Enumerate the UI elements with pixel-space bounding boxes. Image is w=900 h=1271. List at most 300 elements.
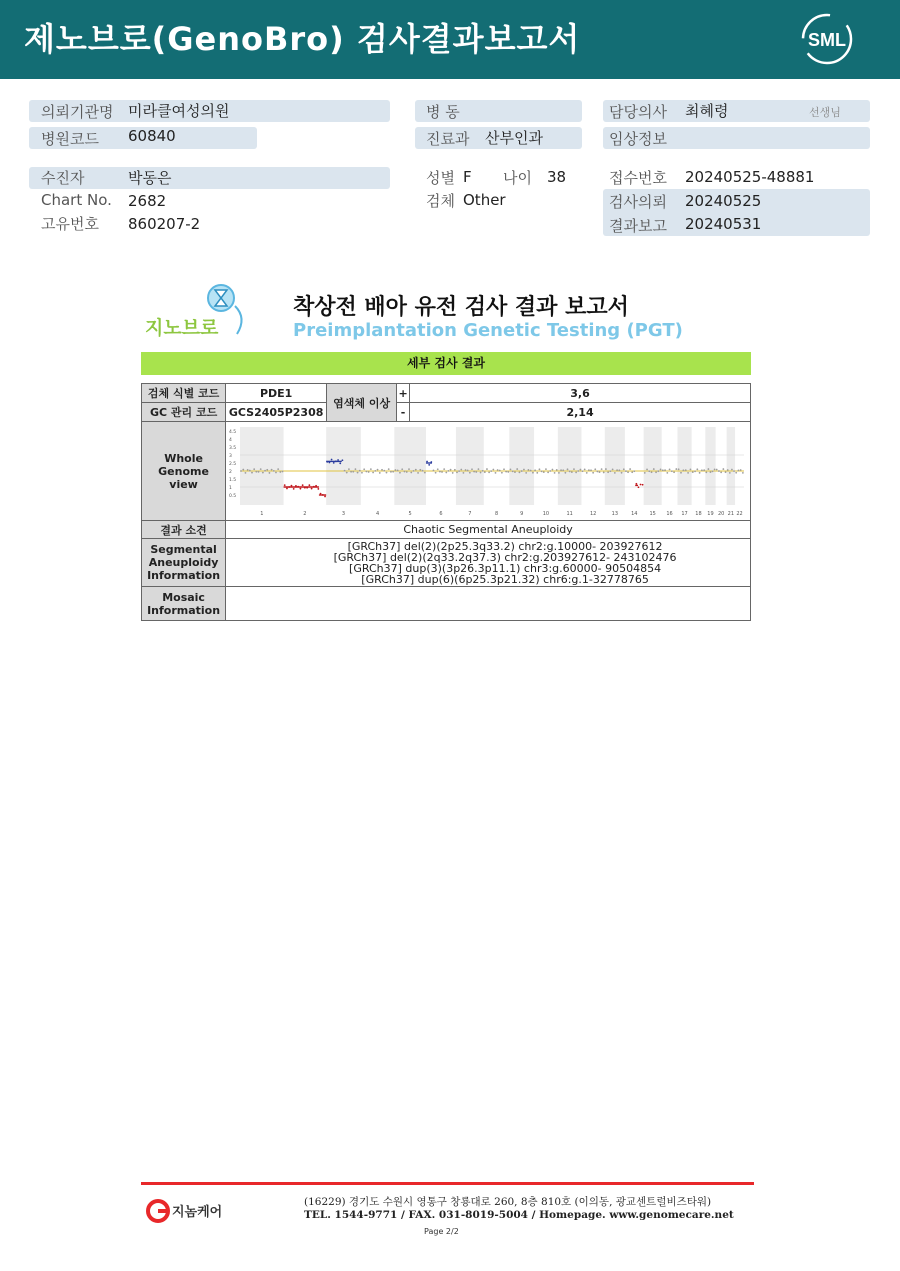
ward-label: 병 동 [426, 103, 460, 121]
signal-point [342, 459, 344, 461]
signal-point [282, 470, 284, 472]
signal-point [621, 471, 623, 473]
signal-point [333, 461, 335, 463]
signal-point [733, 470, 735, 472]
signal-point [446, 471, 448, 473]
signal-point [565, 471, 567, 473]
signal-point [690, 468, 692, 470]
signal-point [532, 471, 534, 473]
signal-point [578, 470, 580, 472]
unique-id-value: 860207-2 [128, 215, 201, 233]
signal-point [249, 469, 251, 471]
signal-point [253, 468, 255, 470]
signal-point [521, 470, 523, 472]
signal-point [377, 468, 379, 470]
signal-point [660, 468, 662, 470]
dept-value: 산부인과 [485, 129, 543, 147]
y-tick-label: 1.5 [229, 477, 237, 483]
signal-point [597, 470, 599, 472]
signal-point [352, 470, 354, 472]
signal-point [573, 468, 575, 470]
signal-point [484, 471, 486, 473]
x-tick-label: 21 [727, 510, 735, 517]
signal-point [450, 468, 452, 470]
signal-point [653, 468, 655, 470]
signal-point [582, 470, 584, 472]
segmental-line: [GRCh37] dup(3)(3p26.3p11.1) chr3:g.60000- 90504854 [349, 561, 662, 575]
signal-point [302, 484, 304, 486]
signal-point [673, 471, 675, 473]
patient-label: 수진자 [41, 169, 85, 187]
signal-point [706, 471, 708, 473]
segmental-line: [GRCh37] del(2)(2q33.2q37.3) chr2:g.203927612- 243102476 [333, 550, 677, 564]
signal-point [634, 470, 636, 472]
whole-genome-label: Whole Genome view [142, 422, 226, 521]
signal-point [441, 471, 443, 473]
chromosome-band [394, 427, 426, 505]
chromosome-band [727, 427, 735, 505]
signal-point [642, 483, 644, 485]
signal-point [612, 468, 614, 470]
signal-point [607, 471, 609, 473]
chart-no-value: 2682 [128, 192, 167, 210]
y-tick-label: 0.5 [229, 493, 237, 499]
signal-point [359, 469, 361, 471]
signal-point [692, 471, 694, 473]
x-tick-label: 11 [566, 510, 573, 517]
signal-point [264, 469, 266, 471]
whole-genome-cell [226, 422, 751, 521]
signal-point [417, 472, 419, 474]
signal-point [680, 471, 682, 473]
chromosome-band [240, 427, 284, 505]
signal-point [514, 471, 516, 473]
signal-point [488, 471, 490, 473]
signal-point [601, 468, 603, 470]
sex-value: F [463, 168, 472, 186]
signal-point [646, 468, 648, 470]
signal-point [368, 471, 370, 473]
signal-point [697, 468, 699, 470]
chart-no-label: Chart No. [41, 191, 112, 209]
x-tick-label: 8 [495, 510, 499, 517]
report-value: 20240531 [685, 215, 762, 233]
plus-sign: + [397, 384, 410, 403]
signal-point [363, 468, 365, 470]
signal-point [277, 468, 279, 470]
signal-point [324, 495, 326, 497]
signal-point [550, 470, 552, 472]
signal-point [510, 468, 512, 470]
x-tick-label: 22 [736, 510, 743, 517]
signal-point [469, 471, 471, 473]
signal-point [723, 468, 725, 470]
results-table [141, 383, 751, 621]
x-tick-label: 10 [542, 510, 550, 517]
signal-point [486, 468, 488, 470]
signal-point [256, 470, 258, 472]
specimen-code-label: 검체 식별 코드 [142, 384, 226, 403]
signal-point [740, 469, 742, 471]
genobro-logo-text: 지노브로 [145, 317, 219, 339]
signal-point [467, 469, 469, 471]
signal-point [473, 470, 475, 472]
signal-point [738, 469, 740, 471]
signal-point [703, 469, 705, 471]
signal-point [676, 468, 678, 470]
receipt-label: 접수번호 [609, 169, 667, 187]
clinical-label: 임상정보 [609, 130, 667, 148]
signal-point [603, 471, 605, 473]
patient-value: 박동은 [128, 169, 172, 187]
signal-point [528, 469, 530, 471]
y-tick-label: 4 [229, 437, 233, 443]
signal-point [266, 468, 268, 470]
signal-point [575, 471, 577, 473]
signal-point [501, 471, 503, 473]
signal-point [687, 471, 689, 473]
signal-point [404, 470, 406, 472]
signal-point [712, 470, 714, 472]
signal-point [490, 470, 492, 472]
signal-point [558, 471, 560, 473]
signal-point [350, 470, 352, 472]
signal-point [694, 470, 696, 472]
specimen-value: Other [463, 191, 506, 209]
signal-point [525, 471, 527, 473]
x-tick-label: 20 [718, 510, 725, 517]
gc-code-value: GCS2405P2308 [226, 403, 327, 422]
signal-point [508, 471, 510, 473]
signal-point [390, 470, 392, 472]
signal-point [433, 469, 435, 471]
signal-point [594, 468, 596, 470]
footer-divider [141, 1182, 754, 1185]
x-tick-label: 6 [439, 510, 443, 517]
signal-point [731, 468, 733, 470]
age-value: 38 [547, 168, 567, 186]
mosaic-value [226, 587, 751, 621]
signal-point [493, 468, 495, 470]
signal-point [651, 471, 653, 473]
signal-point [725, 471, 727, 473]
signal-point [448, 469, 450, 471]
signal-point [562, 469, 564, 471]
request-value: 20240525 [685, 192, 762, 210]
signal-point [592, 471, 594, 473]
signal-point [366, 470, 368, 472]
section-title: 세부 검사 결과 [141, 352, 751, 375]
signal-point [420, 468, 422, 470]
signal-point [720, 471, 722, 473]
signal-point [503, 468, 505, 470]
signal-point [554, 472, 556, 474]
signal-point [599, 471, 601, 473]
segmental-info [226, 539, 751, 587]
signal-point [408, 468, 410, 470]
signal-point [567, 468, 569, 470]
signal-point [727, 469, 729, 471]
segmental-line: [GRCh37] del(2)(2p25.3q33.2) chr2:g.10000- 203927612 [347, 539, 663, 553]
signal-point [614, 471, 616, 473]
x-tick-label: 7 [468, 510, 472, 517]
chromosome-band [456, 427, 484, 505]
signal-point [258, 470, 260, 472]
doctor-suffix: 선생님 [809, 106, 841, 119]
x-tick-label: 14 [631, 510, 638, 517]
signal-point [625, 470, 627, 472]
signal-point [247, 468, 249, 470]
x-tick-label: 17 [681, 510, 688, 517]
signal-point [383, 469, 385, 471]
x-tick-label: 16 [666, 510, 673, 517]
signal-point [714, 468, 716, 470]
signal-point [435, 471, 437, 473]
report-label: 결과보고 [609, 217, 667, 235]
signal-point [616, 469, 618, 471]
signal-point [605, 468, 607, 470]
signal-point [658, 470, 660, 472]
report-title-en: Preimplantation Genetic Testing (PGT) [293, 320, 683, 341]
signal-point [480, 471, 482, 473]
hospital-code-label: 병원코드 [41, 130, 99, 148]
y-tick-label: 3.5 [229, 445, 237, 451]
signal-point [240, 470, 242, 472]
segmental-label: Segmental Aneuploidy Information [142, 539, 226, 587]
signal-point [401, 468, 403, 470]
whole-genome-chart [226, 423, 748, 520]
signal-point [428, 463, 430, 465]
signal-point [662, 469, 664, 471]
x-tick-label: 15 [649, 510, 657, 517]
signal-point [397, 469, 399, 471]
signal-point [584, 468, 586, 470]
signal-point [478, 468, 480, 470]
signal-point [497, 469, 499, 471]
signal-point [523, 468, 525, 470]
signal-point [426, 460, 428, 462]
chromosome-band [705, 427, 715, 505]
signal-point [395, 469, 397, 471]
signal-point [716, 468, 718, 470]
chromosome-band [558, 427, 582, 505]
signal-point [422, 469, 424, 471]
doctor-value: 최혜령 [685, 102, 729, 120]
signal-point [443, 468, 445, 470]
signal-point [458, 470, 460, 472]
x-tick-label: 1 [260, 510, 264, 517]
sex-label: 성별 [426, 169, 455, 187]
signal-point [571, 471, 573, 473]
signal-point [293, 488, 295, 490]
signal-point [388, 468, 390, 470]
signal-point [392, 470, 394, 472]
signal-point [545, 468, 547, 470]
signal-point [543, 471, 545, 473]
signal-point [309, 484, 311, 486]
signal-point [411, 471, 413, 473]
signal-point [439, 470, 441, 472]
signal-point [381, 468, 383, 470]
gc-code-label: GC 관리 코드 [142, 403, 226, 422]
x-tick-label: 2 [303, 510, 307, 517]
receipt-value: 20240525-48881 [685, 168, 815, 186]
genobro-logo [143, 282, 253, 342]
signal-point [623, 468, 625, 470]
signal-point [271, 468, 273, 470]
signal-point [337, 459, 339, 461]
signal-point [552, 468, 554, 470]
signal-point [610, 470, 612, 472]
x-tick-label: 3 [342, 510, 346, 517]
result-value: Chaotic Segmental Aneuploidy [226, 521, 751, 539]
x-tick-label: 4 [376, 510, 380, 517]
signal-point [463, 471, 465, 473]
signal-point [260, 468, 262, 470]
signal-point [331, 458, 333, 460]
signal-point [318, 488, 320, 490]
signal-point [718, 470, 720, 472]
signal-point [386, 471, 388, 473]
signal-point [649, 470, 651, 472]
signal-point [519, 471, 521, 473]
signal-point [424, 471, 426, 473]
signal-point [735, 471, 737, 473]
signal-point [636, 482, 638, 484]
signal-point [291, 484, 293, 486]
signal-point [588, 469, 590, 471]
signal-point [619, 469, 621, 471]
institution-label: 의뢰기관명 [41, 103, 114, 121]
report-title-kr: 착상전 배아 유전 검사 결과 보고서 [293, 295, 629, 320]
signal-point [482, 469, 484, 471]
signal-point [361, 471, 363, 473]
signal-point [685, 469, 687, 471]
signal-point [357, 471, 359, 473]
signal-point [516, 468, 518, 470]
chrom-abn-label: 염색체 이상 [327, 384, 397, 422]
signal-point [456, 471, 458, 473]
signal-point [243, 468, 245, 470]
specimen-code-value: PDE1 [226, 384, 327, 403]
signal-point [284, 484, 286, 486]
signal-point [569, 470, 571, 472]
signal-point [465, 469, 467, 471]
signal-point [580, 468, 582, 470]
signal-point [560, 469, 562, 471]
sml-logo-text: SML [808, 30, 846, 50]
signal-point [710, 471, 712, 473]
signal-point [640, 483, 642, 485]
signal-point [708, 468, 710, 470]
signal-point [454, 468, 456, 470]
signal-point [495, 471, 497, 473]
signal-point [348, 468, 350, 470]
doctor-label: 담당의사 [609, 103, 667, 121]
x-tick-label: 18 [695, 510, 702, 517]
page-number: Page 2/2 [424, 1227, 459, 1236]
signal-point [586, 471, 588, 473]
signal-point [655, 471, 657, 473]
signal-point [339, 462, 341, 464]
age-label: 나이 [503, 169, 532, 187]
segmental-line: [GRCh37] dup(6)(6p25.3p21.32) chr6:g.1-32778765 [361, 572, 649, 586]
signal-point [355, 468, 357, 470]
signal-point [379, 472, 381, 474]
signal-point [631, 471, 633, 473]
signal-point [671, 470, 673, 472]
result-label: 결과 소견 [142, 521, 226, 539]
x-tick-label: 12 [590, 510, 597, 517]
signal-point [699, 471, 701, 473]
chromosome-band [605, 427, 625, 505]
signal-point [547, 471, 549, 473]
signal-point [541, 470, 543, 472]
signal-point [627, 471, 629, 473]
minus-value: 2,14 [410, 403, 751, 422]
specimen-label: 검체 [426, 192, 455, 210]
signal-point [669, 468, 671, 470]
institution-value: 미라클여성의원 [128, 102, 230, 120]
signal-point [372, 471, 374, 473]
signal-point [300, 487, 302, 489]
signal-point [413, 469, 415, 471]
signal-point [644, 471, 646, 473]
signal-point [664, 469, 666, 471]
signal-point [530, 469, 532, 471]
signal-point [742, 471, 744, 473]
footer-address: (16229) 경기도 수원시 영통구 창룡대로 260, 8층 810호 (이의동, 광교센트럴비즈타워) [304, 1196, 712, 1208]
signal-point [701, 469, 703, 471]
signal-point [537, 471, 539, 473]
signal-point [437, 468, 439, 470]
signal-point [499, 469, 501, 471]
y-tick-label: 3 [229, 453, 233, 459]
signal-point [476, 471, 478, 473]
minus-sign: - [397, 403, 410, 422]
sml-logo [800, 12, 854, 66]
signal-point [534, 469, 536, 471]
signal-point [452, 472, 454, 474]
y-tick-label: 2 [229, 469, 233, 475]
signal-point [406, 471, 408, 473]
signal-point [375, 470, 377, 472]
footer-contact: TEL. 1544-9771 / FAX. 031-8019-5004 / Homepage. www.genomecare.net [304, 1209, 734, 1221]
request-label: 검사의뢰 [609, 193, 667, 211]
signal-point [273, 469, 275, 471]
chromosome-band [644, 427, 662, 505]
unique-id-label: 고유번호 [41, 215, 99, 233]
plus-value: 3,6 [410, 384, 751, 403]
y-tick-label: 2.5 [229, 461, 237, 467]
signal-point [505, 470, 507, 472]
hospital-code-value: 60840 [128, 127, 176, 145]
signal-point [286, 487, 288, 489]
signal-point [269, 472, 271, 474]
signal-point [311, 487, 313, 489]
signal-point [729, 471, 731, 473]
signal-point [512, 470, 514, 472]
signal-point [590, 469, 592, 471]
x-tick-label: 19 [707, 510, 714, 517]
page-title: 제노브로(GenoBro) 검사결과보고서 [24, 20, 581, 58]
signal-point [471, 468, 473, 470]
x-tick-label: 13 [611, 510, 619, 517]
signal-point [399, 471, 401, 473]
signal-point [280, 471, 282, 473]
signal-point [346, 471, 348, 473]
signal-point [251, 471, 253, 473]
